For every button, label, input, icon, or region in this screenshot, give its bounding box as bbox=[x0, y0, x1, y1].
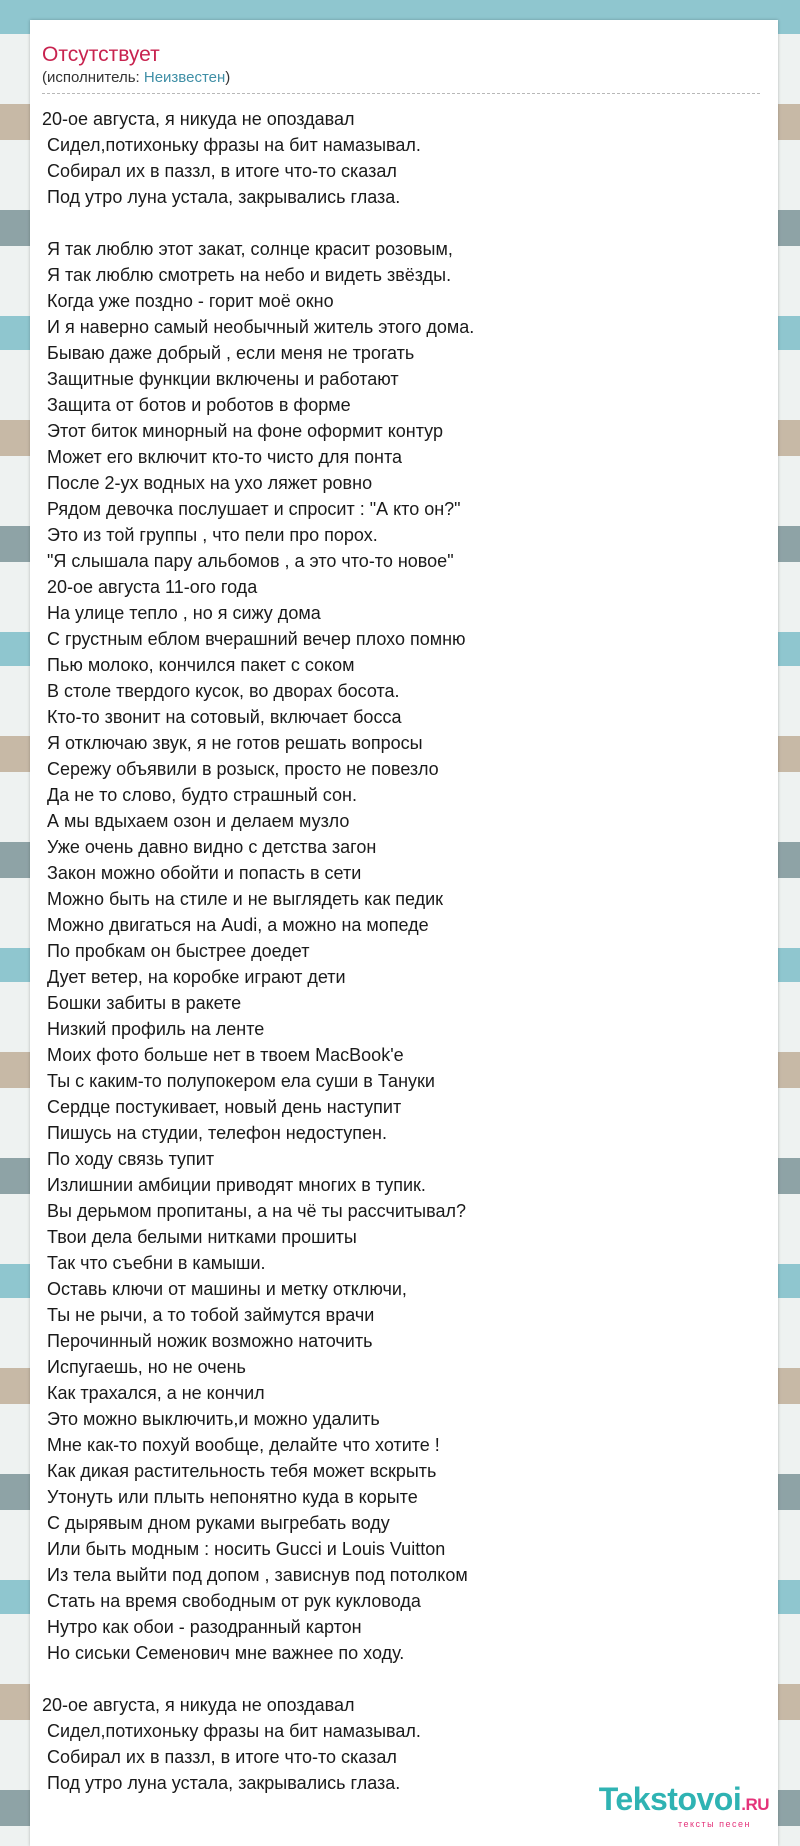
lyric-line: Но сиськи Семенович мне важнее по ходу. bbox=[42, 1643, 405, 1663]
lyric-line: Так что съебни в камыши. bbox=[42, 1253, 266, 1273]
lyric-line: Сидел,потихоньку фразы на бит намазывал. bbox=[42, 1721, 421, 1741]
logo-tagline: тексты песен bbox=[677, 1819, 751, 1829]
artist-suffix: ) bbox=[225, 69, 231, 86]
lyric-line: Вы дерьмом пропитаны, а на чё ты рассчитывал? bbox=[42, 1201, 466, 1221]
artist-prefix: (исполнитель: bbox=[42, 69, 144, 86]
lyric-line: Кто-то звонит на сотовый, включает босса bbox=[42, 707, 402, 727]
lyric-line: Собирал их в паззл, в итоге что-то сказал bbox=[42, 161, 397, 181]
lyric-line: Защитные функции включены и работают bbox=[42, 369, 399, 389]
header-divider bbox=[42, 93, 760, 94]
logo-wordmark bbox=[599, 1782, 769, 1822]
lyric-line: На улице тепло , но я сижу дома bbox=[42, 603, 321, 623]
artist-link[interactable]: Неизвестен bbox=[143, 69, 226, 86]
lyric-line: По ходу связь тупит bbox=[42, 1149, 215, 1169]
lyric-line: Я так люблю смотреть на небо и видеть звёзды. bbox=[42, 265, 452, 285]
lyric-line: Бываю даже добрый , если меня не трогать bbox=[42, 343, 415, 363]
lyric-line bbox=[42, 210, 742, 236]
song-header bbox=[42, 42, 760, 88]
lyric-line: Это можно выключить,и можно удалить bbox=[42, 1409, 380, 1429]
lyric-line: Закон можно обойти и попасть в сети bbox=[42, 863, 362, 883]
lyric-line: Как дикая растительность тебя может вскрыть bbox=[42, 1461, 437, 1481]
lyric-line: С дырявым дном руками выгребать воду bbox=[42, 1513, 390, 1533]
lyric-line: Из тела выйти под допом , зависнув под потолком bbox=[42, 1565, 468, 1585]
lyric-line: Я так люблю этот закат, солнце красит розовым, bbox=[42, 239, 453, 259]
artist-line bbox=[42, 68, 760, 88]
lyric-line: С грустным еблом вчерашний вечер плохо помню bbox=[42, 629, 466, 649]
logo-tld: .RU bbox=[741, 1795, 769, 1814]
lyric-line: Ты не рычи, а то тобой займутся врачи bbox=[42, 1305, 375, 1325]
lyric-line: Стать на время свободным от рук кукловода bbox=[42, 1591, 421, 1611]
lyric-line: Рядом девочка послушает и спросит : "А кто он?" bbox=[42, 499, 461, 519]
logo-name: Tekstovoi bbox=[598, 1781, 742, 1817]
lyric-line: Я отключаю звук, я не готов решать вопросы bbox=[42, 733, 423, 753]
lyric-line: Нутро как обои - разодранный картон bbox=[42, 1617, 362, 1637]
lyrics-card bbox=[30, 20, 778, 1846]
lyric-line: Может его включит кто-то чисто для понта bbox=[42, 447, 402, 467]
lyric-line: "Я слышала пару альбомов , а это что-то новое" bbox=[42, 551, 454, 571]
lyric-line: После 2-ух водных на ухо ляжет ровно bbox=[42, 473, 373, 493]
lyric-line: Испугаешь, но не очень bbox=[42, 1357, 246, 1377]
lyric-line: И я наверно самый необычный житель этого дома. bbox=[42, 317, 475, 337]
lyrics-text bbox=[42, 106, 742, 1796]
lyric-line: Пишусь на студии, телефон недоступен. bbox=[42, 1123, 387, 1143]
lyric-line: Сидел,потихоньку фразы на бит намазывал. bbox=[42, 135, 421, 155]
lyric-line: Бошки забиты в ракете bbox=[42, 993, 242, 1013]
lyric-line: Утонуть или плыть непонятно куда в корыте bbox=[42, 1487, 418, 1507]
lyric-line: Дует ветер, на коробке играют дети bbox=[42, 967, 346, 987]
lyric-line: 20-ое августа 11-ого года bbox=[42, 577, 258, 597]
lyric-line: Можно двигаться на Audi, а можно на мопеде bbox=[42, 915, 429, 935]
lyric-line: Оставь ключи от машины и метку отключи, bbox=[42, 1279, 407, 1299]
lyric-line: Как трахался, а не кончил bbox=[42, 1383, 265, 1403]
lyric-line: Ты с каким-то полупокером ела суши в Тануки bbox=[42, 1071, 435, 1091]
lyric-line bbox=[42, 1666, 742, 1692]
lyric-line: Перочинный ножик возможно наточить bbox=[42, 1331, 373, 1351]
lyric-line: Низкий профиль на ленте bbox=[42, 1019, 265, 1039]
lyric-line: Сердце постукивает, новый день наступит bbox=[42, 1097, 402, 1117]
lyric-line: 20-ое августа, я никуда не опоздавал bbox=[42, 1695, 355, 1715]
lyric-line: Или быть модным : носить Gucci и Louis Vuitton bbox=[42, 1539, 446, 1559]
lyric-line: Под утро луна устала, закрывались глаза. bbox=[42, 1773, 401, 1793]
lyric-line: Этот биток минорный на фоне оформит контур bbox=[42, 421, 443, 441]
lyric-line: Моих фото больше нет в твоем MacBook'e bbox=[42, 1045, 404, 1065]
lyric-line: Уже очень давно видно с детства загон bbox=[42, 837, 377, 857]
lyric-line: Мне как-то похуй вообще, делайте что хотите ! bbox=[42, 1435, 440, 1455]
lyric-line: Когда уже поздно - горит моё окно bbox=[42, 291, 334, 311]
lyric-line: А мы вдыхаем озон и делаем музло bbox=[42, 811, 350, 831]
lyric-line: Излишнии амбиции приводят многих в тупик. bbox=[42, 1175, 426, 1195]
lyric-line: 20-ое августа, я никуда не опоздавал bbox=[42, 109, 355, 129]
song-title: Отсутствует bbox=[42, 43, 160, 66]
lyric-line: Пью молоко, кончился пакет с соком bbox=[42, 655, 355, 675]
lyric-line: Под утро луна устала, закрывались глаза. bbox=[42, 187, 401, 207]
lyric-line: В столе твердого кусок, во дворах босота. bbox=[42, 681, 400, 701]
lyric-line: Собирал их в паззл, в итоге что-то сказал bbox=[42, 1747, 397, 1767]
lyric-line: Можно быть на стиле и не выглядеть как педик bbox=[42, 889, 444, 909]
lyric-line: Сережу объявили в розыск, просто не повезло bbox=[42, 759, 439, 779]
lyric-line: Защита от ботов и роботов в форме bbox=[42, 395, 351, 415]
lyric-line: Да не то слово, будто страшный сон. bbox=[42, 785, 357, 805]
lyric-line: Это из той группы , что пели про порох. bbox=[42, 525, 378, 545]
lyric-line: По пробкам он быстрее доедет bbox=[42, 941, 310, 961]
lyric-line: Твои дела белыми нитками прошиты bbox=[42, 1227, 357, 1247]
site-logo[interactable] bbox=[599, 1782, 769, 1829]
